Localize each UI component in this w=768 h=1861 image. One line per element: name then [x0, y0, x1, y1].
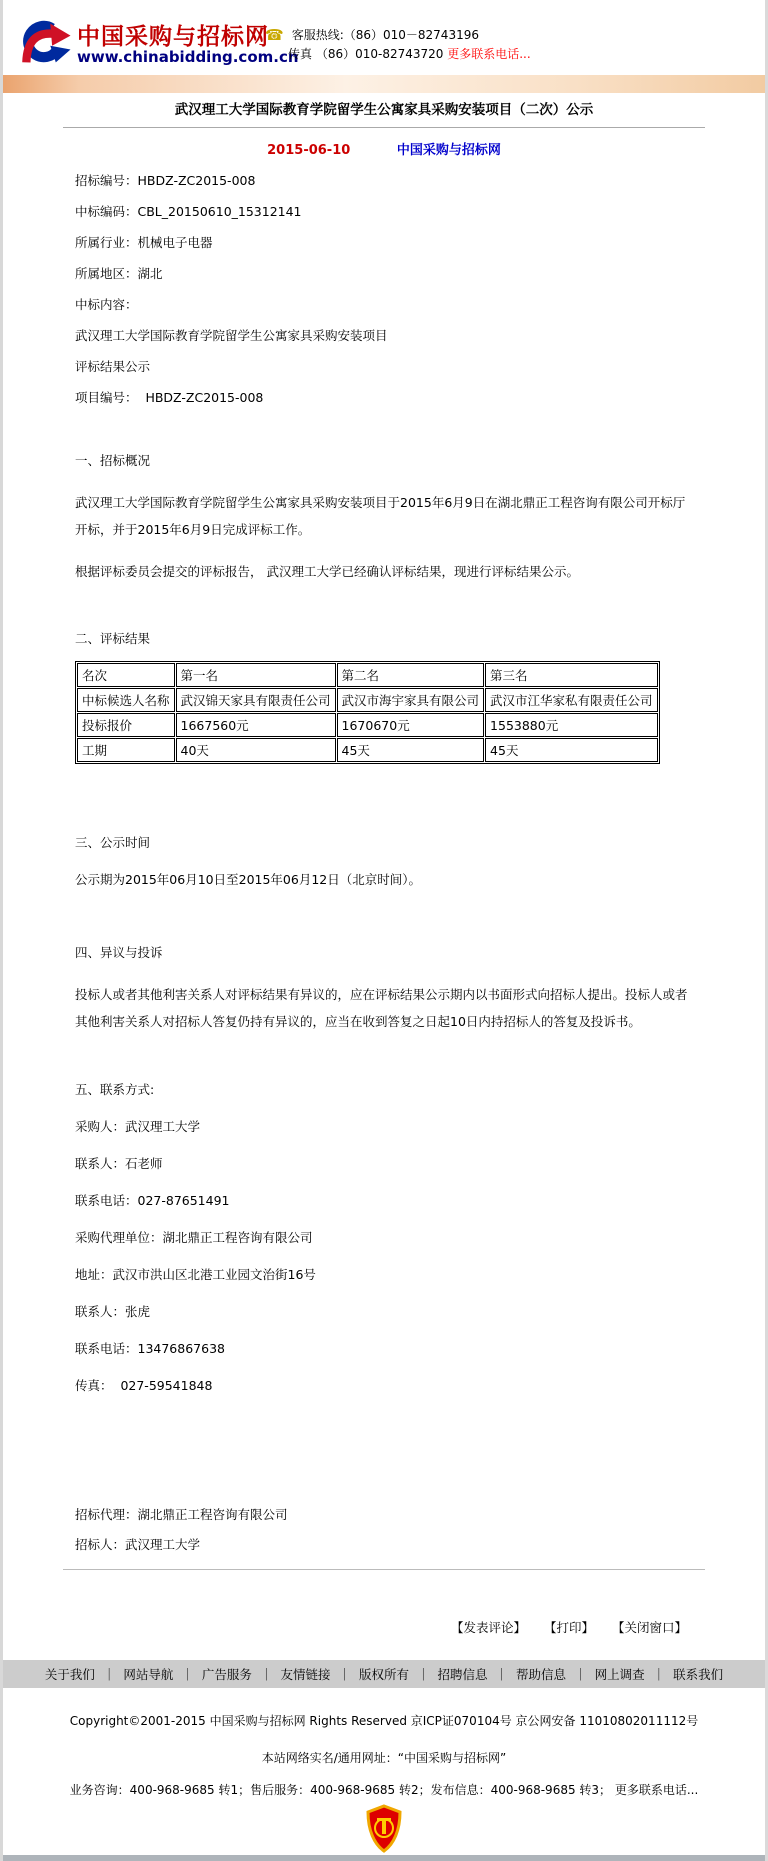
table-cell: 1667560元 — [176, 713, 336, 737]
meta-line: 评标结果公示 — [75, 359, 151, 374]
meta-line: 招标编号：HBDZ-ZC2015-008 — [75, 173, 256, 188]
table-cell: 第二名 — [337, 663, 485, 687]
footer-nav-about[interactable]: 关于我们 ｜ — [45, 1665, 124, 1683]
table-cell: 第三名 — [485, 663, 658, 687]
footer-nav-contact[interactable]: 联系我们 — [673, 1667, 724, 1682]
table-cell: 第一名 — [176, 663, 336, 687]
footer-divider — [63, 1569, 705, 1570]
window-bottom-edge — [3, 1855, 768, 1861]
article-title: 武汉理工大学国际教育学院留学生公寓家具采购安装项目（二次）公示 — [174, 102, 594, 118]
contact-line: 采购代理单位：湖北鼎正工程咨询有限公司 — [75, 1230, 313, 1245]
header-divider-bar — [3, 75, 765, 93]
table-row — [77, 738, 658, 762]
header-contact — [265, 26, 531, 64]
title-divider — [63, 127, 705, 128]
contact-info — [75, 1118, 693, 1394]
source-site-link[interactable]: 中国采购与招标网 — [396, 143, 501, 158]
table-cell: 45天 — [337, 738, 485, 762]
logo-url: www.chinabidding.com.cn — [77, 47, 299, 66]
meta-line: 所属行业：机械电子电器 — [75, 235, 213, 250]
meta-line: 中标内容： — [75, 297, 138, 312]
table-cell: 武汉市海宇家具有限公司 — [337, 688, 485, 712]
section2-heading: 二、评标结果 — [75, 631, 151, 646]
logo-title: 中国采购与招标网 — [77, 23, 269, 50]
article — [3, 100, 765, 1636]
site-footer — [3, 1660, 765, 1854]
evaluation-result-table — [75, 661, 660, 764]
section3-heading: 三、公示时间 — [75, 835, 151, 850]
table-cell: 武汉市江华家私有限责任公司 — [485, 688, 658, 712]
contact-line: 联系人：石老师 — [75, 1156, 163, 1171]
footer-nav-sitemap[interactable]: 网站导航 ｜ — [123, 1665, 202, 1683]
section4-paragraph: 投标人或者其他利害关系人对评标结果有异议的，应在评标结果公示期内以书面形式向招标人提出。投标人或者其他利害关系人对招标人答复仍持有异议的，应当在收到答复之日起10日内持招标人的答复及投诉书。 — [75, 987, 688, 1029]
telephone-icon: ☎ — [265, 26, 284, 44]
meta-line: 项目编号： HBDZ-ZC2015-008 — [75, 390, 264, 405]
table-cell: 40天 — [176, 738, 336, 762]
table-cell: 投标报价 — [77, 713, 175, 737]
closing-signature — [75, 1506, 693, 1553]
table-cell: 工期 — [77, 738, 175, 762]
footer-nav-help[interactable]: 帮助信息 ｜ — [516, 1665, 595, 1683]
table-row — [77, 688, 658, 712]
section1-paragraph: 武汉理工大学国际教育学院留学生公寓家具采购安装项目于2015年6月9日在湖北鼎正工程咨询有限公司开标厅开标，并于2015年6月9日完成评标工作。 — [75, 495, 686, 537]
closing-line: 招标人：武汉理工大学 — [75, 1537, 201, 1552]
footer-nav — [3, 1660, 765, 1688]
contact-line: 采购人：武汉理工大学 — [75, 1119, 201, 1134]
service-phone-text: 业务咨询：400-968-9685 转1；售后服务：400-968-9685 转2；发布信息：400-968-9685 转3； 更多联系电话... — [69, 1783, 699, 1797]
contact-line: 地址：武汉市洪山区北港工业园文治街16号 — [75, 1267, 316, 1282]
section3-paragraph: 公示期为2015年06月10日至2015年06月12日（北京时间）。 — [75, 872, 421, 887]
table-cell: 名次 — [77, 663, 175, 687]
post-comment-button[interactable]: 【发表评论】 — [450, 1620, 526, 1635]
table-cell: 中标候选人名称 — [77, 688, 175, 712]
footer-nav-copyright[interactable]: 版权所有 ｜ — [359, 1665, 438, 1683]
table-cell: 1670670元 — [337, 713, 485, 737]
contact-line: 联系电话：027-87651491 — [75, 1193, 230, 1208]
section5-heading: 五、联系方式: — [75, 1082, 155, 1097]
article-actions — [63, 1618, 705, 1636]
article-meta — [75, 172, 693, 406]
table-cell: 1553880元 — [485, 713, 658, 737]
copyright-text: Copyright©2001-2015 中国采购与招标网 Rights Reserved 京ICP证070104号 京公网安备 11010802011112号 — [69, 1714, 699, 1728]
site-logo[interactable] — [13, 20, 299, 70]
close-window-button[interactable]: 【关闭窗口】 — [611, 1620, 687, 1635]
table-row — [77, 713, 658, 737]
fax-text: 传真 （86）010-82743720 — [288, 47, 444, 61]
dateline — [63, 139, 705, 158]
site-header — [3, 0, 765, 75]
print-button[interactable]: 【打印】 — [543, 1620, 594, 1635]
site-name-text: 本站网络实名/通用网址：“中国采购与招标网” — [261, 1751, 507, 1765]
meta-line: 武汉理工大学国际教育学院留学生公寓家具采购安装项目 — [75, 328, 388, 343]
section4-heading: 四、异议与投诉 — [75, 945, 163, 960]
hotline-text: 客服热线:（86）010－82743196 — [291, 28, 479, 42]
meta-line: 中标编码：CBL_20150610_15312141 — [75, 204, 302, 219]
contact-line: 联系人：张虎 — [75, 1304, 151, 1319]
section1-heading: 一、招标概况 — [75, 453, 151, 468]
closing-line: 招标代理：湖北鼎正工程咨询有限公司 — [75, 1507, 288, 1522]
table-row — [77, 663, 658, 687]
logo-swirl-icon — [13, 20, 71, 70]
section1-paragraph: 根据评标委员会提交的评标报告， 武汉理工大学已经确认评标结果，现进行评标结果公示。 — [75, 564, 579, 579]
table-cell: 45天 — [485, 738, 658, 762]
red-shield-badge-icon[interactable] — [3, 1804, 765, 1854]
contact-line: 传真： 027-59541848 — [75, 1378, 213, 1393]
publish-date: 2015-06-10 — [267, 143, 351, 158]
footer-nav-jobs[interactable]: 招聘信息 ｜ — [438, 1665, 517, 1683]
table-cell: 武汉锦天家具有限责任公司 — [176, 688, 336, 712]
footer-nav-survey[interactable]: 网上调查 ｜ — [595, 1665, 674, 1683]
meta-line: 所属地区：湖北 — [75, 266, 163, 281]
contact-line: 联系电话：13476867638 — [75, 1341, 225, 1356]
footer-nav-ads[interactable]: 广告服务 ｜ — [202, 1665, 281, 1683]
footer-nav-links[interactable]: 友情链接 ｜ — [280, 1665, 359, 1683]
more-phones-link[interactable]: 更多联系电话... — [447, 47, 531, 61]
